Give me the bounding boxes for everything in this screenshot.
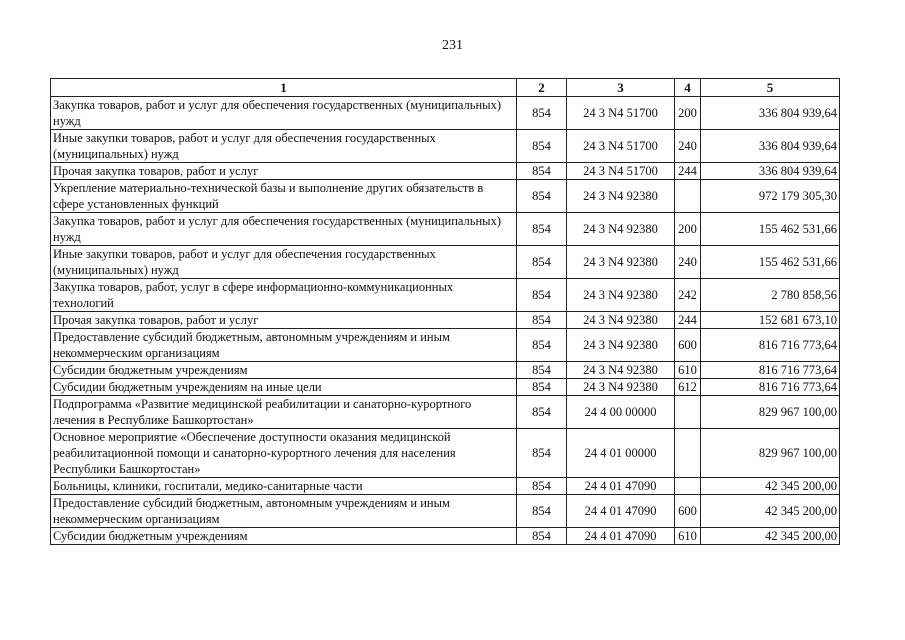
admin-code: 854	[517, 362, 567, 379]
amount: 816 716 773,64	[701, 329, 840, 362]
expense-type: 610	[675, 528, 701, 545]
expense-type: 240	[675, 130, 701, 163]
item-name: Закупка товаров, работ и услуг для обеспечения государственных (муниципальных) нужд	[51, 97, 517, 130]
header-row	[51, 79, 840, 97]
item-name: Укрепление материально-технической базы и выполнение других обязательств в сфере установленных функций	[51, 180, 517, 213]
target-code: 24 4 01 47090	[567, 495, 675, 528]
table-row	[51, 495, 840, 528]
amount: 829 967 100,00	[701, 396, 840, 429]
amount: 2 780 858,56	[701, 279, 840, 312]
item-name: Прочая закупка товаров, работ и услуг	[51, 163, 517, 180]
item-name: Прочая закупка товаров, работ и услуг	[51, 312, 517, 329]
admin-code: 854	[517, 97, 567, 130]
expense-type: 240	[675, 246, 701, 279]
target-code: 24 4 01 47090	[567, 528, 675, 545]
expense-type: 610	[675, 362, 701, 379]
amount: 152 681 673,10	[701, 312, 840, 329]
item-name: Больницы, клиники, госпитали, медико-санитарные части	[51, 478, 517, 495]
admin-code: 854	[517, 213, 567, 246]
expense-type	[675, 478, 701, 495]
admin-code: 854	[517, 429, 567, 478]
header-col-1: 1	[51, 79, 517, 97]
target-code: 24 3 N4 92380	[567, 213, 675, 246]
amount: 816 716 773,64	[701, 362, 840, 379]
table-row	[51, 246, 840, 279]
target-code: 24 4 01 47090	[567, 478, 675, 495]
header-col-4: 4	[675, 79, 701, 97]
item-name: Субсидии бюджетным учреждениям на иные цели	[51, 379, 517, 396]
target-code: 24 4 00 00000	[567, 396, 675, 429]
page-number: 231	[442, 38, 463, 53]
expense-type	[675, 396, 701, 429]
admin-code: 854	[517, 312, 567, 329]
amount: 42 345 200,00	[701, 478, 840, 495]
expense-type: 200	[675, 97, 701, 130]
expense-type: 600	[675, 329, 701, 362]
table-row	[51, 396, 840, 429]
amount: 972 179 305,30	[701, 180, 840, 213]
target-code: 24 3 N4 92380	[567, 379, 675, 396]
expense-type: 244	[675, 312, 701, 329]
header-col-5: 5	[701, 79, 840, 97]
expense-type: 200	[675, 213, 701, 246]
expense-type	[675, 180, 701, 213]
target-code: 24 4 01 00000	[567, 429, 675, 478]
target-code: 24 3 N4 92380	[567, 246, 675, 279]
expense-type: 612	[675, 379, 701, 396]
table-row	[51, 379, 840, 396]
table-row	[51, 279, 840, 312]
target-code: 24 3 N4 92380	[567, 329, 675, 362]
table-row	[51, 312, 840, 329]
amount: 816 716 773,64	[701, 379, 840, 396]
amount: 42 345 200,00	[701, 495, 840, 528]
table-row	[51, 528, 840, 545]
amount: 336 804 939,64	[701, 130, 840, 163]
item-name: Предоставление субсидий бюджетным, автономным учреждениям и иным некоммерческим организациям	[51, 495, 517, 528]
target-code: 24 3 N4 92380	[567, 180, 675, 213]
admin-code: 854	[517, 130, 567, 163]
table-row	[51, 429, 840, 478]
table-row	[51, 97, 840, 130]
item-name: Основное мероприятие «Обеспечение доступности оказания медицинской реабилитационной помощи и санаторно-курортного лечения для населения Республики Башкортостан»	[51, 429, 517, 478]
item-name: Иные закупки товаров, работ и услуг для обеспечения государственных (муниципальных) нужд	[51, 130, 517, 163]
target-code: 24 3 N4 51700	[567, 130, 675, 163]
admin-code: 854	[517, 379, 567, 396]
expense-type: 242	[675, 279, 701, 312]
expense-type: 600	[675, 495, 701, 528]
admin-code: 854	[517, 396, 567, 429]
table-row	[51, 362, 840, 379]
admin-code: 854	[517, 246, 567, 279]
item-name: Субсидии бюджетным учреждениям	[51, 528, 517, 545]
item-name: Предоставление субсидий бюджетным, автономным учреждениям и иным некоммерческим организациям	[51, 329, 517, 362]
target-code: 24 3 N4 92380	[567, 312, 675, 329]
item-name: Субсидии бюджетным учреждениям	[51, 362, 517, 379]
table-row	[51, 478, 840, 495]
header-col-3: 3	[567, 79, 675, 97]
admin-code: 854	[517, 329, 567, 362]
item-name: Иные закупки товаров, работ и услуг для обеспечения государственных (муниципальных) нужд	[51, 246, 517, 279]
admin-code: 854	[517, 495, 567, 528]
table-row	[51, 180, 840, 213]
item-name: Закупка товаров, работ, услуг в сфере информационно-коммуникационных технологий	[51, 279, 517, 312]
admin-code: 854	[517, 180, 567, 213]
item-name: Подпрограмма «Развитие медицинской реабилитации и санаторно-курортного лечения в Республике Башкортостан»	[51, 396, 517, 429]
amount: 829 967 100,00	[701, 429, 840, 478]
amount: 155 462 531,66	[701, 213, 840, 246]
table-row	[51, 130, 840, 163]
target-code: 24 3 N4 92380	[567, 279, 675, 312]
admin-code: 854	[517, 279, 567, 312]
admin-code: 854	[517, 528, 567, 545]
target-code: 24 3 N4 51700	[567, 163, 675, 180]
expense-type: 244	[675, 163, 701, 180]
amount: 155 462 531,66	[701, 246, 840, 279]
header-col-2: 2	[517, 79, 567, 97]
table-row	[51, 213, 840, 246]
amount: 42 345 200,00	[701, 528, 840, 545]
item-name: Закупка товаров, работ и услуг для обеспечения государственных (муниципальных) нужд	[51, 213, 517, 246]
amount: 336 804 939,64	[701, 163, 840, 180]
budget-table	[50, 78, 840, 545]
target-code: 24 3 N4 92380	[567, 362, 675, 379]
expense-type	[675, 429, 701, 478]
amount: 336 804 939,64	[701, 97, 840, 130]
target-code: 24 3 N4 51700	[567, 97, 675, 130]
admin-code: 854	[517, 478, 567, 495]
admin-code: 854	[517, 163, 567, 180]
table-row	[51, 329, 840, 362]
table-row	[51, 163, 840, 180]
